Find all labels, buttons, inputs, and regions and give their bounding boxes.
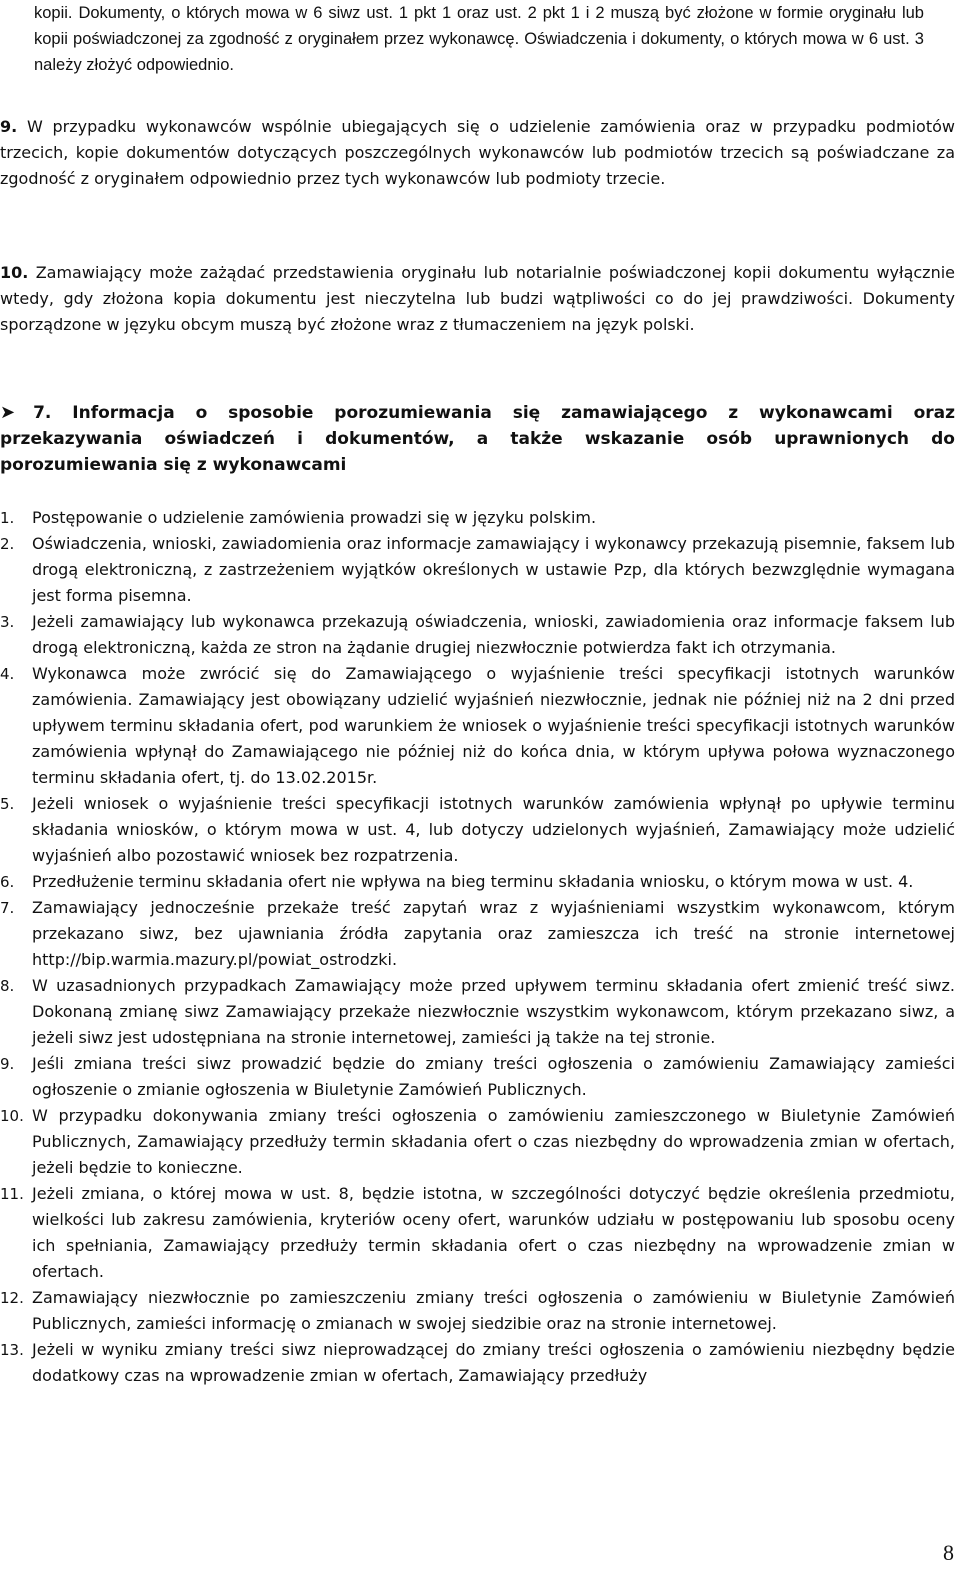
- section-7-heading: [0, 400, 955, 478]
- list-item: [0, 609, 955, 661]
- list-item: [0, 973, 955, 1051]
- list-item-number: 12.: [0, 1289, 24, 1307]
- paragraph-9: [0, 114, 955, 192]
- list-item: [0, 1051, 955, 1103]
- paragraph-10-text: Zamawiający może zażądać przedstawienia oryginału lub notarialnie poświadczonej kopii dokumentu wyłącznie wtedy, gdy złożona kopia dokumentu jest nieczytelna lub budzi wątpliwości co do jej prawdziwości. Dokumenty sporządzone w języku obcym muszą być złożone wraz z tłumaczeniem na język polski.: [0, 263, 955, 334]
- list-item-text: Przedłużenie terminu składania ofert nie wpływa na bieg terminu składania wniosku, o którym mowa w ust. 4.: [32, 872, 914, 891]
- list-item-number: 8.: [0, 977, 15, 995]
- list-item-text: Jeżeli zmiana, o której mowa w ust. 8, będzie istotna, w szczególności dotyczyć będzie określenia przedmiotu, wielkości lub zakresu zamówienia, kryteriów oceny ofert, warunków udziału w postępowaniu lub sposobu oceny ich spełniania, Zamawiający przedłuży termin składania ofert o czas niezbędny na wprowadzenie zmian w ofertach.: [32, 1184, 955, 1281]
- list-item: [0, 1337, 955, 1389]
- page-number: 8: [943, 1540, 954, 1565]
- list-item-number: 10.: [0, 1107, 24, 1125]
- section-7-list: [0, 505, 955, 1389]
- intro-paragraph: kopii. Dokumenty, o których mowa w 6 siwz ust. 1 pkt 1 oraz ust. 2 pkt 1 i 2 muszą być złożone w formie oryginału lub kopii poświadczonej za zgodność z oryginałem przez wykonawcę. Oświadczenia i dokumenty, o których mowa w 6 ust. 3 należy złożyć odpowiednio.: [34, 4, 924, 74]
- list-item-number: 4.: [0, 665, 15, 683]
- paragraph-10: [0, 260, 955, 338]
- list-item-text: Wykonawca może zwrócić się do Zamawiającego o wyjaśnienie treści specyfikacji istotnych warunków zamówienia. Zamawiający jest obowiązany udzielić wyjaśnień niezwłocznie, jednak nie później niż na 2 dni przed upływem terminu składania ofert, pod warunkiem że wniosek o wyjaśnienie treści specyfikacji istotnych warunków zamówienia wpłynął do Zamawiającego nie później niż do końca dnia, w którym upływa połowa wyznaczonego terminu składania ofert, tj. do 13.02.2015r.: [32, 664, 955, 787]
- paragraph-9-number: 9.: [0, 117, 18, 136]
- list-item-text: Zamawiający jednocześnie przekaże treść zapytań wraz z wyjaśnieniami wszystkim wykonawcom, którym przekazano siwz, bez ujawniania źródła zapytania oraz zamieszcza ich treść na stronie internetowej http://bip.warmia.mazury.pl/powiat_ostrodzki.: [32, 898, 955, 969]
- section-7-title: Informacja o sposobie porozumiewania się zamawiającego z wykonawcami oraz przekazywania oświadczeń i dokumentów, a także wskazanie osób uprawnionych do porozumiewania się z wykonawcami: [0, 403, 955, 475]
- list-item-text: Jeżeli zamawiający lub wykonawca przekazują oświadczenia, wnioski, zawiadomienia oraz informacje faksem lub drogą elektroniczną, każda ze stron na żądanie drugiej niezwłocznie potwierdza fakt ich otrzymania.: [32, 612, 955, 657]
- list-item: [0, 869, 955, 895]
- list-item-text: Zamawiający niezwłocznie po zamieszczeniu zmiany treści ogłoszenia o zamówieniu w Biuletynie Zamówień Publicznych, zamieści informację o zmianach w swojej siedzibie oraz na stronie internetowej.: [32, 1288, 955, 1333]
- list-item-number: 2.: [0, 535, 15, 553]
- list-item: [0, 1181, 955, 1285]
- arrow-right-icon: ➤: [0, 402, 16, 423]
- list-item: [0, 895, 955, 973]
- list-item-text: Jeżeli w wyniku zmiany treści siwz nieprowadzącej do zmiany treści ogłoszenia o zamówieniu niezbędny będzie dodatkowy czas na wprowadzenie zmian w ofertach, Zamawiający przedłuży: [32, 1340, 955, 1385]
- list-item-number: 6.: [0, 873, 15, 891]
- list-item: [0, 791, 955, 869]
- list-item-number: 13.: [0, 1341, 24, 1359]
- list-item: [0, 661, 955, 791]
- list-item-text: W uzasadnionych przypadkach Zamawiający może przed upływem terminu składania ofert zmienić treść siwz. Dokonaną zmianę siwz Zamawiający przekaże niezwłocznie wszystkim wykonawcom, którym przekazano siwz, a jeżeli siwz jest udostępniana na stronie internetowej, zamieści ją także na tej stronie.: [32, 976, 955, 1047]
- list-item-number: 3.: [0, 613, 15, 631]
- list-item: [0, 1285, 955, 1337]
- list-item-text: Postępowanie o udzielenie zamówienia prowadzi się w języku polskim.: [32, 508, 597, 527]
- list-item-text: Jeżeli wniosek o wyjaśnienie treści specyfikacji istotnych warunków zamówienia wpłynął po upływie terminu składania wniosków, o którym mowa w ust. 4, lub dotyczy udzielonych wyjaśnień, Zamawiający może udzielić wyjaśnień albo pozostawić wniosek bez rozpatrzenia.: [32, 794, 955, 865]
- list-item-text: W przypadku dokonywania zmiany treści ogłoszenia o zamówieniu zamieszczonego w Biuletynie Zamówień Publicznych, Zamawiający przedłuży termin składania ofert o czas niezbędny do wprowadzenia zmian w ofertach, jeżeli będzie to konieczne.: [32, 1106, 955, 1177]
- list-item-text: Oświadczenia, wnioski, zawiadomienia oraz informacje zamawiający i wykonawcy przekazują pisemnie, faksem lub drogą elektroniczną, z zastrzeżeniem wyjątków określonych w ustawie Pzp, dla których bezwzględnie wymagana jest forma pisemna.: [32, 534, 955, 605]
- list-item: [0, 531, 955, 609]
- list-item-text: Jeśli zmiana treści siwz prowadzić będzie do zmiany treści ogłoszenia o zamówieniu Zamawiający zamieści ogłoszenie o zmianie ogłoszenia w Biuletynie Zamówień Publicznych.: [32, 1054, 955, 1099]
- paragraph-10-number: 10.: [0, 263, 29, 282]
- list-item: [0, 505, 955, 531]
- section-7-number: 7.: [33, 403, 52, 423]
- list-item-number: 9.: [0, 1055, 15, 1073]
- list-item-number: 5.: [0, 795, 15, 813]
- list-item-number: 1.: [0, 509, 15, 527]
- list-item: [0, 1103, 955, 1181]
- list-item-number: 11.: [0, 1185, 24, 1203]
- paragraph-9-text: W przypadku wykonawców wspólnie ubiegających się o udzielenie zamówienia oraz w przypadku podmiotów trzecich, kopie dokumentów dotyczących poszczególnych wykonawców lub podmiotów trzecich są poświadczane za zgodność z oryginałem odpowiednio przez tych wykonawców lub podmioty trzecie.: [0, 117, 955, 188]
- list-item-number: 7.: [0, 899, 15, 917]
